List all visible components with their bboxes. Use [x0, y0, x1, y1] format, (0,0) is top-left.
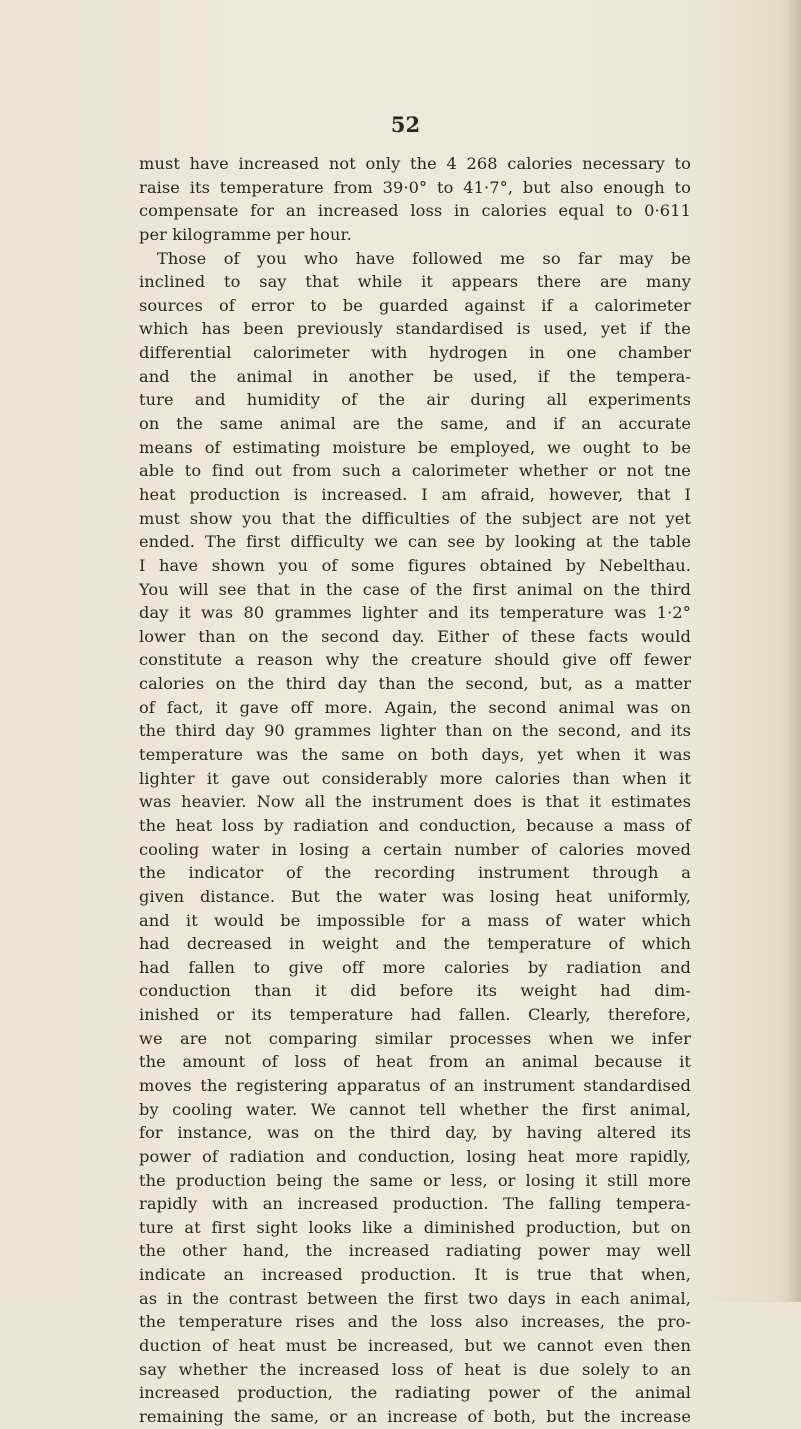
text-line: rapidly with an increased production. The falling tempera- [139, 1194, 691, 1214]
text-line: say whether the increased loss of heat is due solely to an [139, 1359, 691, 1379]
text-line: and it would be impossible for a mass of water which [139, 910, 691, 930]
text-line: lower than on the second day. Either of these facts would [139, 626, 691, 646]
text-line: compensate for an increased loss in calories equal to 0·611 [139, 201, 691, 221]
text-line: given distance. But the water was losing heat uniformly, [139, 886, 691, 906]
text-line: duction of heat must be increased, but we cannot even then [139, 1336, 691, 1356]
text-line: on the same animal are the same, and if an accurate [139, 414, 691, 434]
text-line: lighter it gave out considerably more calories than when it [139, 768, 691, 788]
text-line: power of radiation and conduction, losing heat more rapidly, [139, 1146, 691, 1166]
text-line: increased production, the radiating power of the animal [139, 1383, 691, 1403]
text-line: as in the contrast between the first two days in each animal, [139, 1288, 691, 1308]
text-line: had fallen to give off more calories by radiation and [139, 957, 691, 977]
text-line: ture and humidity of the air during all experiments [139, 390, 691, 410]
text-line: I have shown you of some figures obtained by Nebelthau. [139, 555, 691, 575]
text-line: of fact, it gave off more. Again, the second animal was on [139, 697, 691, 717]
text-line: must show you that the difficulties of the subject are not yet [139, 508, 691, 528]
text-line: moves the registering apparatus of an instrument standardised [139, 1075, 691, 1095]
text-line: for instance, was on the third day, by having altered its [139, 1123, 691, 1143]
text-line: raise its temperature from 39·0° to 41·7°, but also enough to [139, 177, 691, 197]
page-number: 52 [390, 112, 421, 137]
text-line: You will see that in the case of the first animal on the third [139, 579, 691, 599]
text-line: was heavier. Now all the instrument does is that it estimates [139, 792, 691, 812]
text-line: inished or its temperature had fallen. Clearly, therefore, [139, 1005, 691, 1025]
text-line: the third day 90 grammes lighter than on the second, and its [139, 721, 691, 741]
text-line: temperature was the same on both days, yet when it was [139, 745, 691, 765]
text-line: inclined to say that while it appears there are many [139, 272, 691, 292]
text-line: calories on the third day than the second, but, as a matter [139, 674, 691, 694]
text-line: the production being the same or less, or losing it still more [139, 1170, 691, 1190]
text-line: per kilogramme per hour. [139, 224, 352, 244]
body-text [139, 152, 691, 1429]
text-line: the heat loss by radiation and conduction, because a mass of [139, 815, 691, 835]
text-line: able to find out from such a calorimeter whether or not tne [139, 461, 691, 481]
text-line: the indicator of the recording instrument through a [139, 863, 691, 883]
text-line: which has been previously standardised is used, yet if the [139, 319, 691, 339]
text-line: we are not comparing similar processes when we infer [139, 1028, 691, 1048]
text-line: and the animal in another be used, if the tempera- [139, 366, 691, 386]
text-line: the amount of loss of heat from an animal because it [139, 1052, 691, 1072]
text-line: ended. The first difficulty we can see by looking at the table [139, 532, 691, 552]
text-line: the temperature rises and the loss also increases, the pro- [139, 1312, 691, 1332]
text-line: indicate an increased production. It is true that when, [139, 1265, 691, 1285]
text-line: sources of error to be guarded against if a calorimeter [139, 295, 691, 315]
text-line: the other hand, the increased radiating power may well [139, 1241, 691, 1261]
text-line: must have increased not only the 4 268 calories necessary to [139, 154, 691, 173]
text-line: day it was 80 grammes lighter and its temperature was 1·2° [139, 603, 691, 623]
text-line: differential calorimeter with hydrogen in one chamber [139, 343, 691, 363]
text-line: ture at first sight looks like a diminished production, but on [139, 1217, 691, 1237]
text-line: Those of you who have followed me so far may be [157, 248, 691, 268]
page-edge-shadow [787, 0, 801, 1302]
text-line: cooling water in losing a certain number of calories moved [139, 839, 691, 859]
text-line: by cooling water. We cannot tell whether the first animal, [139, 1099, 691, 1119]
text-line: heat production is increased. I am afraid, however, that I [139, 484, 691, 504]
text-line: had decreased in weight and the temperature of which [139, 934, 691, 954]
text-line: constitute a reason why the creature should give off fewer [139, 650, 691, 670]
text-line: remaining the same, or an increase of both, but the increase [139, 1406, 691, 1426]
text-line: means of estimating moisture be employed, we ought to be [139, 437, 691, 457]
text-line: conduction than it did before its weight had dim- [139, 981, 691, 1001]
